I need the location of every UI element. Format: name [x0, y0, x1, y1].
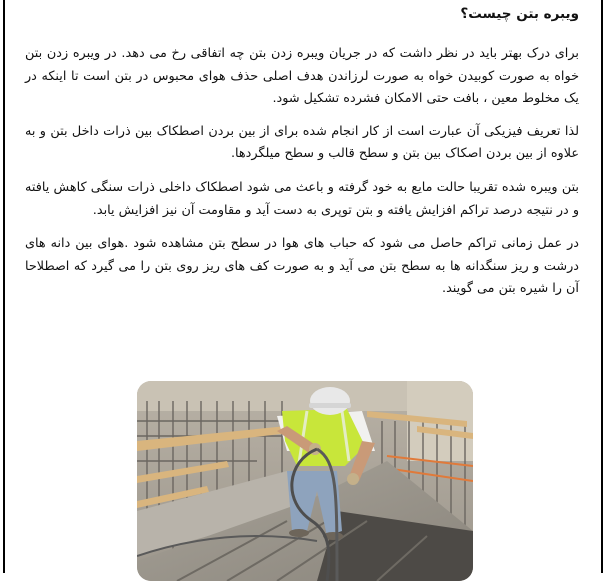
worker-photo-illustration [137, 381, 473, 581]
figure-concrete-vibration-photo [137, 381, 473, 581]
paragraph-vibration-intro: برای درک بهتر باید در نظر داشت که در جریان ویبره زدن بتن چه اتفاقی رخ می دهد. در ویبره زدن بتن خواه به صورت کوبیدن خواه به صورت لرزاندن هدف اصلی حذف هوای محبوس در بتن است تا اینکه در یک مخلوط معین ، بافت حتی الامکان فشرده تشکیل شود. [25, 46, 579, 107]
paragraph-physical-definition: لذا تعریف فیزیکی آن عبارت است از کار انجام شده برای از بین بردن اصطکاک بین ذرات داخل بتن و به علاوه از بین بردن اصکاک بین بتن و سطح قالب و سطح میلگردها. [25, 123, 579, 162]
paragraph-compaction-practice: در عمل زمانی تراکم حاصل می شود که حباب های هوا در سطح بتن مشاهده شود .هوای بین دانه های درشت و ریز سنگدانه ها به سطح بتن می آید و به صورت کف های ریز روی بتن را می گیرد که اصطلاحا آن را شیره بتن می گویند. [25, 236, 579, 297]
article-body [25, 0, 579, 301]
paragraph-vibrated-concrete: بتن ویبره شده تقریبا حالت مایع به خود گرفته و باعث می شود اصطکاک داخلی ذرات سنگی کاهش یافته و در نتیجه درصد تراکم افزایش یافته و بتن توپری به دست آید و مقاومت آن نیز افزایش یابد. [25, 179, 579, 218]
article-heading: ویبره بتن چیست؟ [460, 6, 579, 22]
